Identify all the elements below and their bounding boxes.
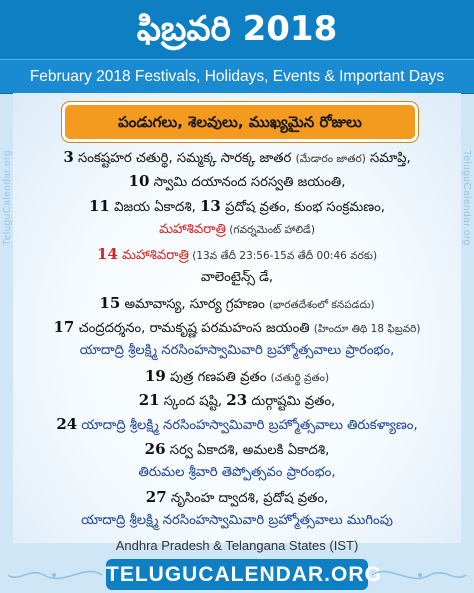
event-date: 3 [63,148,74,166]
event-text: సమాప్తి, [365,151,411,166]
event-text: ప్రదోష వ్రతం, కుంభ సంక్రమణం, [220,199,385,215]
event-text: యాదాద్రి శ్రీలక్ష్మి నరసింహస్వామివారి బ్రహ్మోత్సవాలు తిరుకళ్యాణం, [77,418,418,434]
side-watermark-left: TeluguCalendar.org [2,150,13,246]
event-row [17,339,457,363]
event-text: స్కంద షష్టి, [159,393,227,409]
event-note: (13వ తేదీ 23:56-15వ తేదీ 00:46 వరకు) [188,250,378,263]
events-list [17,145,457,534]
event-text: సంకష్టహర చతుర్థి, సమ్మక్క సారక్క జాతర [73,151,296,166]
event-row [17,145,457,169]
event-text: తిరుమల శ్రీవారి తెప్పోత్సవం ప్రారంభం, [138,464,336,480]
event-row [17,437,457,461]
event-text: విజయ ఏకాదశి, [109,199,200,215]
event-date: 11 [89,196,110,215]
event-row [17,364,457,388]
event-note: (హిందూ తిథి 18 ఫిబ్రవరి) [313,323,421,336]
event-text: చంద్రదర్శనం, రామకృష్ణ పరమహంస జయంతి [74,321,314,337]
side-watermark-right: TeluguCalendar.org [461,150,472,246]
event-text: సర్వ ఏకాదశి, అమలకి ఏకాదశి, [165,442,330,458]
event-date: 13 [200,196,221,215]
event-row [17,509,457,533]
event-date: 27 [145,488,167,507]
event-text: అమావాస్య, సూర్య గ్రహణం [120,296,269,312]
event-date: 24 [56,415,78,434]
event-date: 10 [128,172,150,191]
event-date: 23 [226,390,248,409]
page-subtitle: February 2018 Festivals, Holidays, Events & Important Days [0,59,474,94]
event-row [17,291,457,315]
event-text: మహాశివరాత్రి [117,248,189,264]
event-date: 15 [99,293,121,312]
event-row [17,388,457,412]
event-note: (గవర్నమెంట్ హాలిడే) [225,223,315,236]
event-row [17,315,457,339]
section-banner: పండుగలు, శెలవులు, ముఖ్యమైన రోజులు [62,102,418,142]
event-text: యాదాద్రి శ్రీలక్ష్మి నరసింహస్వామివారి బ్రహ్మోత్సవాలు ప్రారంభం, [79,343,395,359]
event-row [17,412,457,436]
event-date: 26 [144,439,166,458]
event-note: (మేడారం జాతర) [295,153,366,165]
event-text: మహాశివరాత్రి [159,221,226,237]
event-text: స్వామి దయానంద సరస్వతి జయంతి, [149,175,346,191]
event-date: 21 [138,390,160,409]
event-text: నృసింహ ద్వాదశి, ప్రదోష వ్రతం, [166,491,329,507]
page-title: ఫిబ్రవరి 2018 [0,0,474,59]
website-link[interactable]: TELUGUCALENDAR.ORG [106,559,368,590]
event-row [17,242,457,266]
event-text: దుర్గాష్టమి వ్రతం, [247,393,336,409]
event-text: పుత్ర గణపతి వ్రతం [165,369,271,385]
event-date: 19 [144,366,166,385]
event-note: (చతుర్థి వ్రతం) [270,371,330,384]
event-note: (భారతదేశంలో కనపడదు) [268,298,375,311]
event-text: యాదాద్రి శ్రీలక్ష్మి నరసింహస్వామివారి బ్రహ్మోత్సవాలు ముగింపు [81,513,393,529]
event-date: 14 [96,245,118,264]
event-row [17,461,457,485]
region-note: Andhra Pradesh & Telangana States (IST) [115,538,359,553]
event-row [17,485,457,509]
event-text: వాలెంటైన్స్ డే, [200,270,274,286]
event-row [17,218,457,242]
event-date: 17 [53,318,75,337]
event-row [17,169,457,193]
ornament-left-icon [4,561,104,589]
event-row [17,266,457,290]
event-row [17,194,457,218]
ornament-right-icon [370,561,470,589]
